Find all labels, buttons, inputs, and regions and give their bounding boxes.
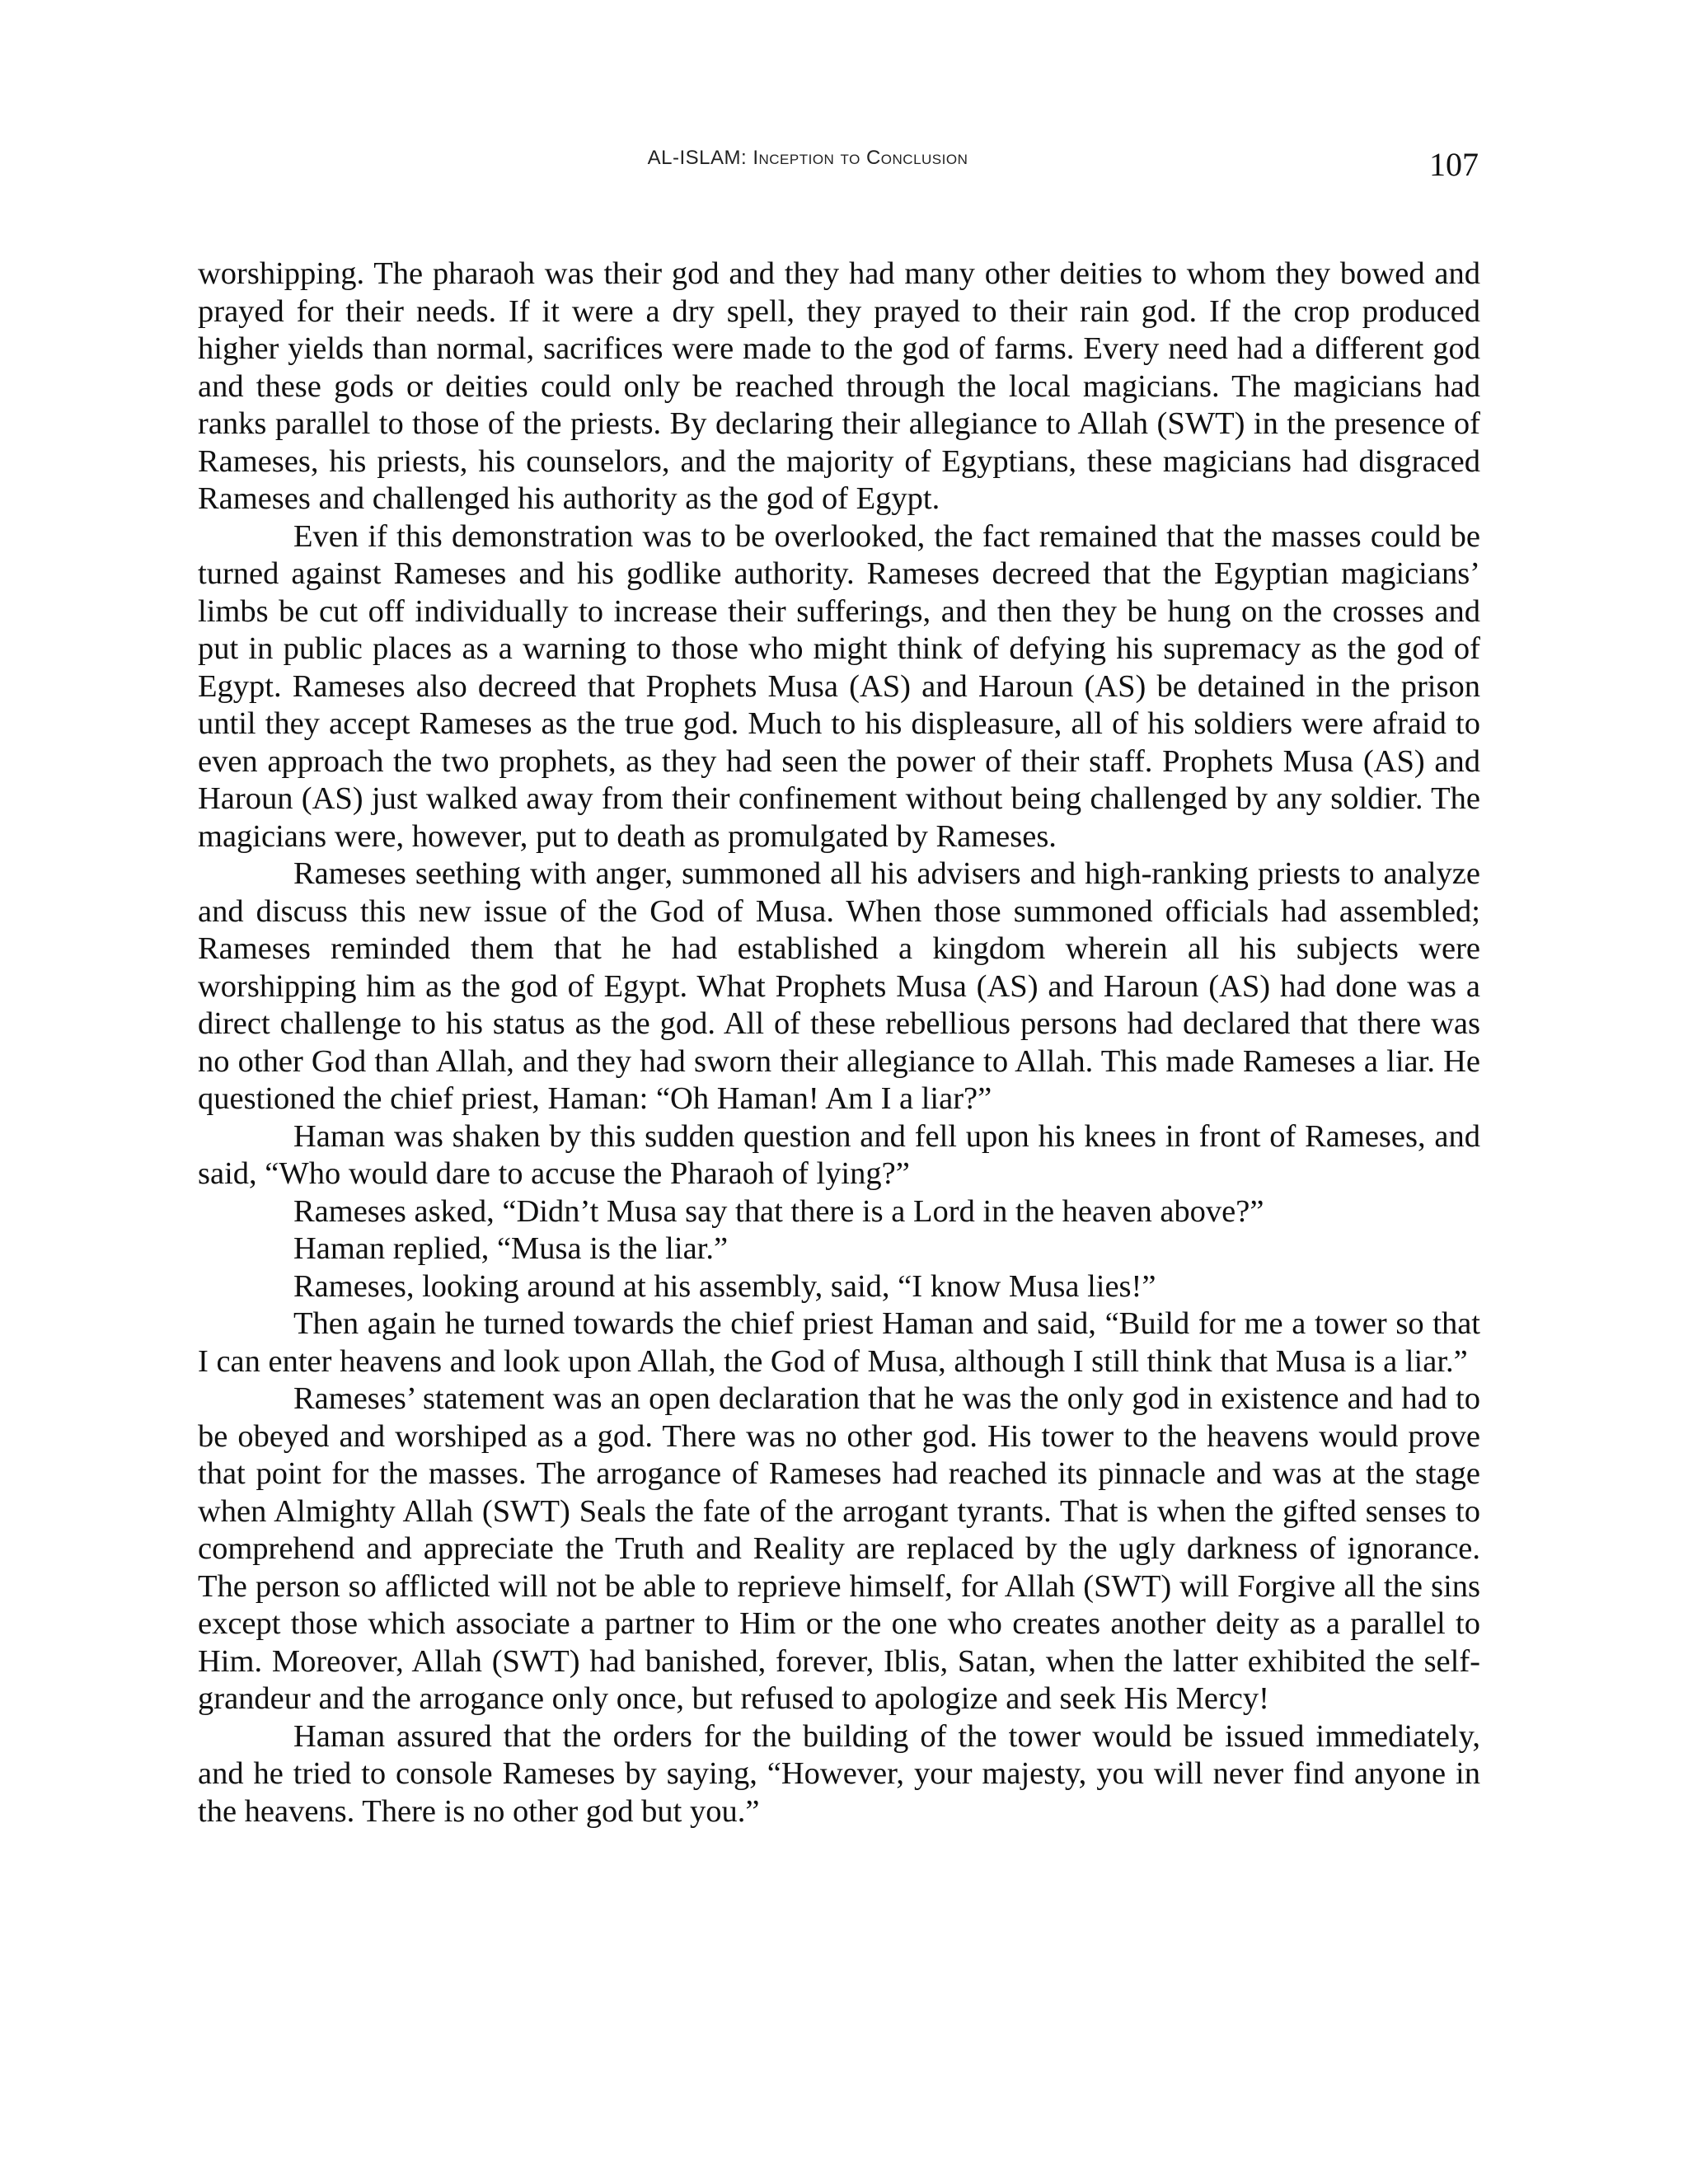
paragraph-7: Rameses, looking around at his assembly, said, “I know Musa lies!”: [293, 1268, 1156, 1304]
paragraph-9: Rameses’ statement was an open declaration that he was the only god in existence and had to be obeyed and worshiped as a god. There was no other god. His tower to the heavens would prove that point for the masses. The arrogance of Rameses had reached its pinnacle and was at the stage when Almighty Allah (SWT) Seals the fate of the arrogant tyrants. That is when the gifted senses to comprehend and appreciate the Truth and Reality are replaced by the ugly darkness of ignorance. The person so afflicted will not be able to reprieve himself, for Allah (SWT) will Forgive all the sins except those which associate a partner to Him or the one who creates another deity as a parallel to Him. Moreover, Allah (SWT) had banished, forever, Iblis, Satan, when the latter exhibited the self-grandeur and the arrogance only once, but refused to apologize and seek His Mercy!: [198, 1381, 1480, 1716]
paragraph-8: Then again he turned towards the chief priest Haman and said, “Build for me a tower so that I can enter heavens and look upon Allah, the God of Musa, although I still think that Musa is a liar.”: [198, 1306, 1480, 1379]
paragraph-4: Haman was shaken by this sudden question and fell upon his knees in front of Rameses, and said, “Who would dare to accuse the Pharaoh of lying?”: [198, 1118, 1480, 1191]
paragraph-5: Rameses asked, “Didn’t Musa say that there is a Lord in the heaven above?”: [293, 1193, 1264, 1229]
page-number: 107: [1429, 146, 1479, 183]
paragraph-6: Haman replied, “Musa is the liar.”: [293, 1231, 729, 1266]
running-header-title: AL-ISLAM: Inception to Conclusion: [647, 147, 968, 169]
paragraph-2: Even if this demonstration was to be overlooked, the fact remained that the masses could be turned against Rameses and his godlike authority. Rameses decreed that the Egyptian magicians’ limbs be cut off individually to increase their sufferings, and then they be hung on the crosses and put in public places as a warning to those who might think of defying his supremacy as the god of Egypt. Rameses also decreed that Prophets Musa (AS) and Haroun (AS) be detained in the prison until they accept Rameses as the true god. Much to his displeasure, all of his soldiers were afraid to even approach the two prophets, as they had seen the power of their staff. Prophets Musa (AS) and Haroun (AS) just walked away from their confinement without being challenged by any soldier. The magicians were, however, put to death as promulgated by Rameses.: [198, 518, 1480, 854]
page-body: [198, 255, 1480, 1830]
paragraph-3: Rameses seething with anger, summoned all his advisers and high-ranking priests to analyze and discuss this new issue of the God of Musa. When those summoned officials had assembled; Rameses reminded them that he had established a kingdom wherein all his subjects were worshipping him as the god of Egypt. What Prophets Musa (AS) and Haroun (AS) had done was a direct challenge to his status as the god. All of these rebellious persons had declared that there was no other God than Allah, and they had sworn their allegiance to Allah. This made Rameses a liar. He questioned the chief priest, Haman: “Oh Haman! Am I a liar?”: [198, 856, 1480, 1116]
paragraph-10: Haman assured that the orders for the building of the tower would be issued immediately, and he tried to console Rameses by saying, “However, your majesty, you will never find anyone in the heavens. There is no other god but you.”: [198, 1718, 1480, 1829]
paragraph-1: worshipping. The pharaoh was their god and they had many other deities to whom they bowed and prayed for their needs. If it were a dry spell, they prayed to their rain god. If the crop produced higher yields than normal, sacrifices were made to the god of farms. Every need had a different god and these gods or deities could only be reached through the local magicians. The magicians had ranks parallel to those of the priests. By declaring their allegiance to Allah (SWT) in the presence of Rameses, his priests, his counselors, and the majority of Egyptians, these magicians had disgraced Rameses and challenged his authority as the god of Egypt.: [198, 256, 1480, 516]
